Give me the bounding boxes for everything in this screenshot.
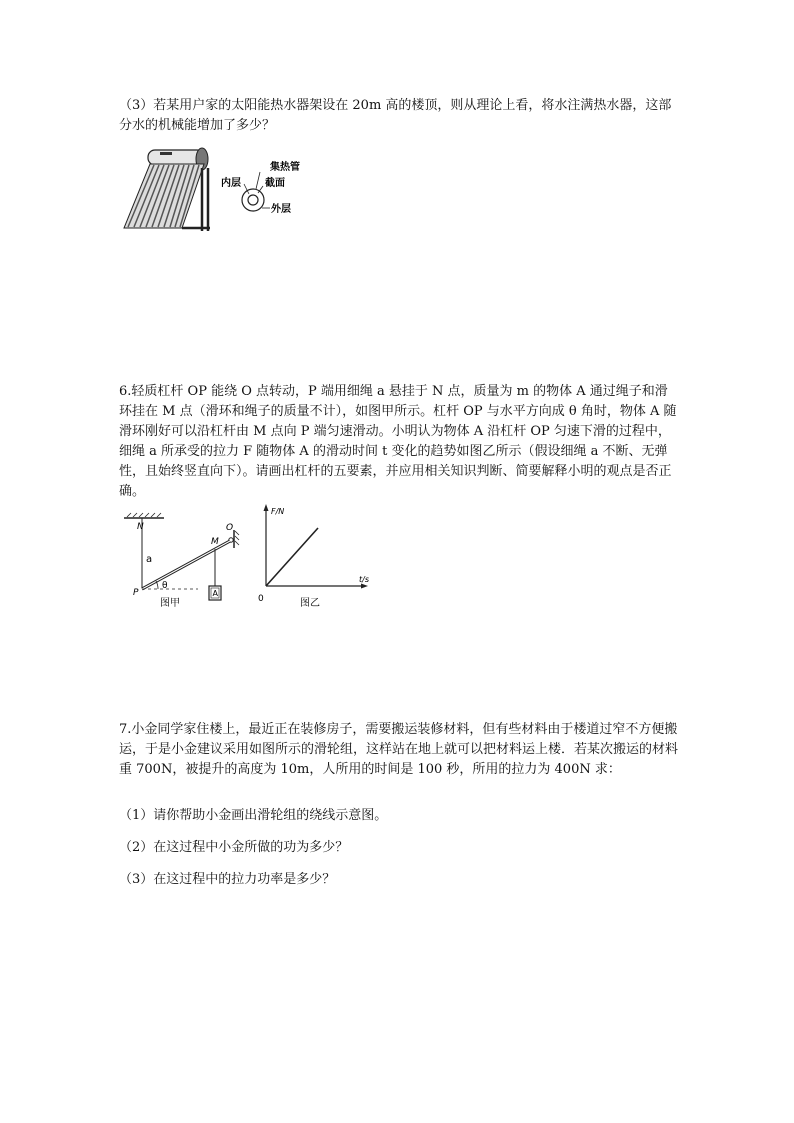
label-M: M <box>211 537 219 547</box>
label-rope-a: a <box>146 554 153 565</box>
graph-origin: 0 <box>258 594 264 604</box>
force-time-graph-yi <box>254 502 374 610</box>
label-theta: θ <box>162 581 168 591</box>
graph-y-label: F/N <box>271 507 285 516</box>
q7-sub3: （3）在这过程中的拉力功率是多少？ <box>119 872 336 887</box>
label-N: N <box>137 522 144 532</box>
label-collector-tube: 集热管 <box>270 162 300 173</box>
q7-text: 7.小金同学家住楼上，最近正在装修房子，需要搬运装修材料，但有些材料由于楼道过窄不方便搬运，于是小金建议采用如图所示的滑轮组，这样站在地上就可以把材料运上楼．若某次搬运的材料重 700N，被提升的高度为 10m，人所用的时间是 100 秒，所用的拉力为 400N 求： <box>119 722 679 777</box>
f-t-graph <box>254 502 374 610</box>
lever-figure-jia <box>118 500 248 610</box>
label-O: O <box>226 523 234 533</box>
solar-heater-figure <box>120 146 310 236</box>
q6-text: 6.轻质杠杆 OP 能绕 O 点转动，P 端用细绳 a 悬挂于 N 点，质量为 m 的物体 A 通过绳子和滑环挂在 M 点（滑环和绳子的质量不计），如图甲所示。杠杆 OP 与水平方向成 θ 角时，物体 A 随滑环刚好可以沿杠杆由 M 点向 P 端匀速滑动。小明认为物体 A 沿杠杆 OP 匀速下滑的过程中，细绳 a 所承受的拉力 F 随物体 A 的滑动时间 t 变化的趋势如图乙所示（假设细绳 a 不断、无弹性，且始终竖直向下）。请画出杠杆的五要素，并应用相关知识判断、简要解释小明的观点是否正确。 <box>119 384 677 499</box>
caption-jia: 图甲 <box>160 598 180 609</box>
solar-heater-image <box>120 146 310 236</box>
label-inner-layer: 内层 <box>221 178 241 189</box>
label-outer-layer: 外层 <box>271 204 291 215</box>
label-block-A: A <box>212 589 218 598</box>
label-P: P <box>133 588 139 598</box>
q7-sub1: （1）请你帮助小金画出滑轮组的绕线示意图。 <box>119 808 388 823</box>
lever-diagram <box>118 500 248 610</box>
q7-sub2: （2）在这过程中小金所做的功为多少？ <box>119 840 349 855</box>
q5-part3-text: （3）若某用户家的太阳能热水器架设在 20m 高的楼顶，则从理论上看，将水注满热水器，这部分水的机械能增加了多少？ <box>119 98 672 133</box>
graph-x-label: t/s <box>359 575 369 584</box>
caption-yi: 图乙 <box>300 598 320 609</box>
label-cross-section: 截面 <box>265 178 285 189</box>
